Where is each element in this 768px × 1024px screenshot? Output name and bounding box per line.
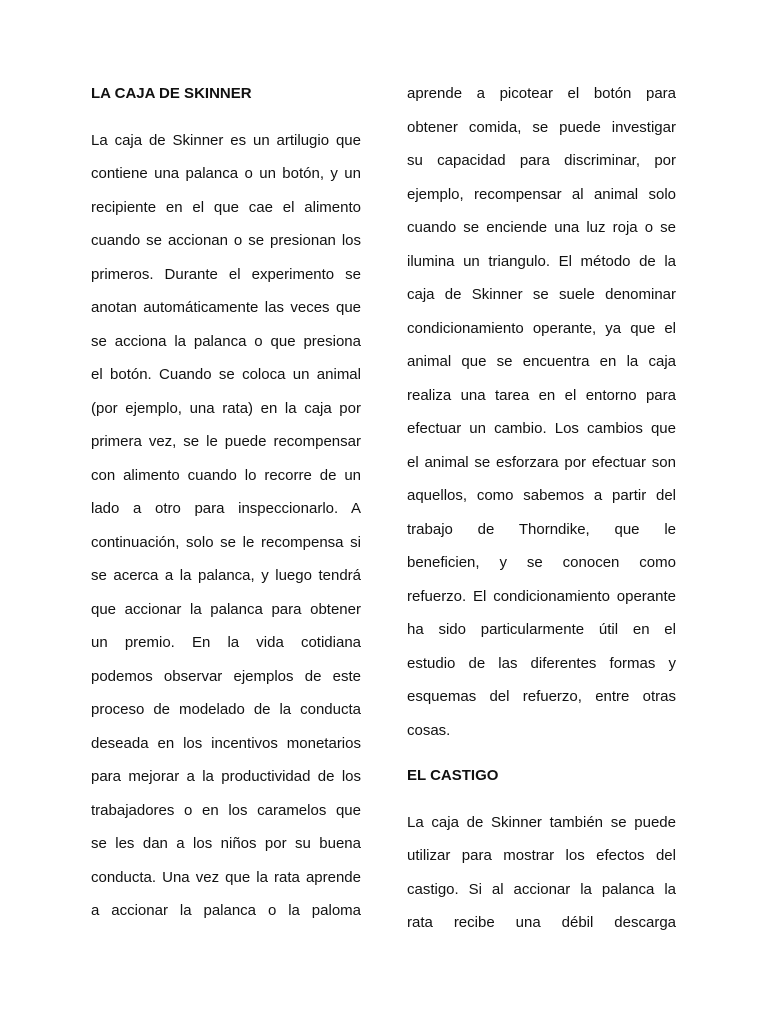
paragraph-line: continuación, solo se le recompensa si: [91, 533, 361, 551]
paragraph-line: rata recibe una débil descarga: [407, 914, 676, 931]
paragraph-line: castigo. Si al accionar la palanca la: [407, 880, 676, 898]
paragraph-line: animal que se encuentra en la caja: [407, 353, 676, 370]
paragraph-line: esquemas del refuerzo, entre otras: [407, 688, 676, 705]
paragraph-line: anotan automáticamente las veces que: [91, 299, 361, 316]
paragraph-line: cuando se enciende una luz roja o se: [407, 219, 676, 236]
paragraph-line: podemos observar ejemplos de este: [91, 667, 361, 685]
paragraph-line: La caja de Skinner también se puede: [407, 813, 676, 831]
paragraph-line: primeros. Durante el experimento se: [91, 265, 361, 283]
section-heading-punishment: EL CASTIGO: [407, 767, 499, 784]
paragraph-line: proceso de modelado de la conducta: [91, 701, 361, 718]
section-heading-skinner-box: LA CAJA DE SKINNER: [91, 85, 252, 102]
spacer: [407, 796, 676, 809]
paragraph-line: (por ejemplo, una rata) en la caja por: [91, 399, 361, 417]
paragraph-line: ilumina un triangulo. El método de la: [407, 252, 676, 270]
paragraph-line: se les dan a los niños por su buena: [91, 835, 361, 852]
paragraph-line: caja de Skinner se suele denominar: [407, 286, 676, 303]
paragraph-line: con alimento cuando lo recorre de un: [91, 466, 361, 484]
paragraph-line: que accionar la palanca para obtener: [91, 600, 361, 618]
paragraph-line: primera vez, se le puede recompensar: [91, 433, 361, 450]
paragraph-line: el botón. Cuando se coloca un animal: [91, 366, 361, 383]
paragraph-last-line: cosas.: [407, 721, 451, 739]
paragraph-line: utilizar para mostrar los efectos del: [407, 847, 676, 864]
spacer: [91, 114, 361, 127]
paragraph-line: a accionar la palanca o la paloma: [91, 902, 361, 919]
paragraph-line: contiene una palanca o un botón, y un: [91, 165, 361, 182]
paragraph-line: su capacidad para discriminar, por: [407, 152, 676, 169]
paragraph-line: para mejorar a la productividad de los: [91, 768, 361, 785]
paragraph-line: conducta. Una vez que la rata aprende: [91, 868, 361, 886]
left-column: [91, 80, 361, 931]
paragraph-line: recipiente en el que cae el alimento: [91, 198, 361, 216]
right-column: [407, 80, 676, 943]
paragraph-line: un premio. En la vida cotidiana: [91, 634, 361, 651]
paragraph-line: obtener comida, se puede investigar: [407, 118, 676, 136]
spacer: [407, 750, 676, 762]
paragraph-line: aprende a picotear el botón para: [407, 85, 676, 102]
paragraph-line: se acciona la palanca o que presiona: [91, 332, 361, 350]
paragraph-line: ha sido particularmente útil en el: [407, 621, 676, 638]
paragraph-line: refuerzo. El condicionamiento operante: [407, 587, 676, 605]
paragraph-line: lado a otro para inspeccionarlo. A: [91, 500, 361, 517]
paragraph-line: se acerca a la palanca, y luego tendrá: [91, 567, 361, 584]
paragraph-line: condicionamiento operante, ya que el: [407, 319, 676, 337]
paragraph-line: estudio de las diferentes formas y: [407, 654, 676, 672]
paragraph-line: La caja de Skinner es un artilugio que: [91, 131, 361, 149]
paragraph-line: deseada en los incentivos monetarios: [91, 734, 361, 752]
paragraph-line: efectuar un cambio. Los cambios que: [407, 420, 676, 437]
paragraph-line: realiza una tarea en el entorno para: [407, 386, 676, 404]
paragraph-line: ejemplo, recompensar al animal solo: [407, 185, 676, 203]
paragraph-line: el animal se esforzara por efectuar son: [407, 453, 676, 471]
paragraph-line: cuando se accionan o se presionan los: [91, 232, 361, 249]
paragraph-line: aquellos, como sabemos a partir del: [407, 487, 676, 504]
paragraph-line: trabajadores o en los caramelos que: [91, 801, 361, 819]
paragraph-line: trabajo de Thorndike, que le: [407, 520, 676, 538]
paragraph-line: beneficien, y se conocen como: [407, 554, 676, 571]
